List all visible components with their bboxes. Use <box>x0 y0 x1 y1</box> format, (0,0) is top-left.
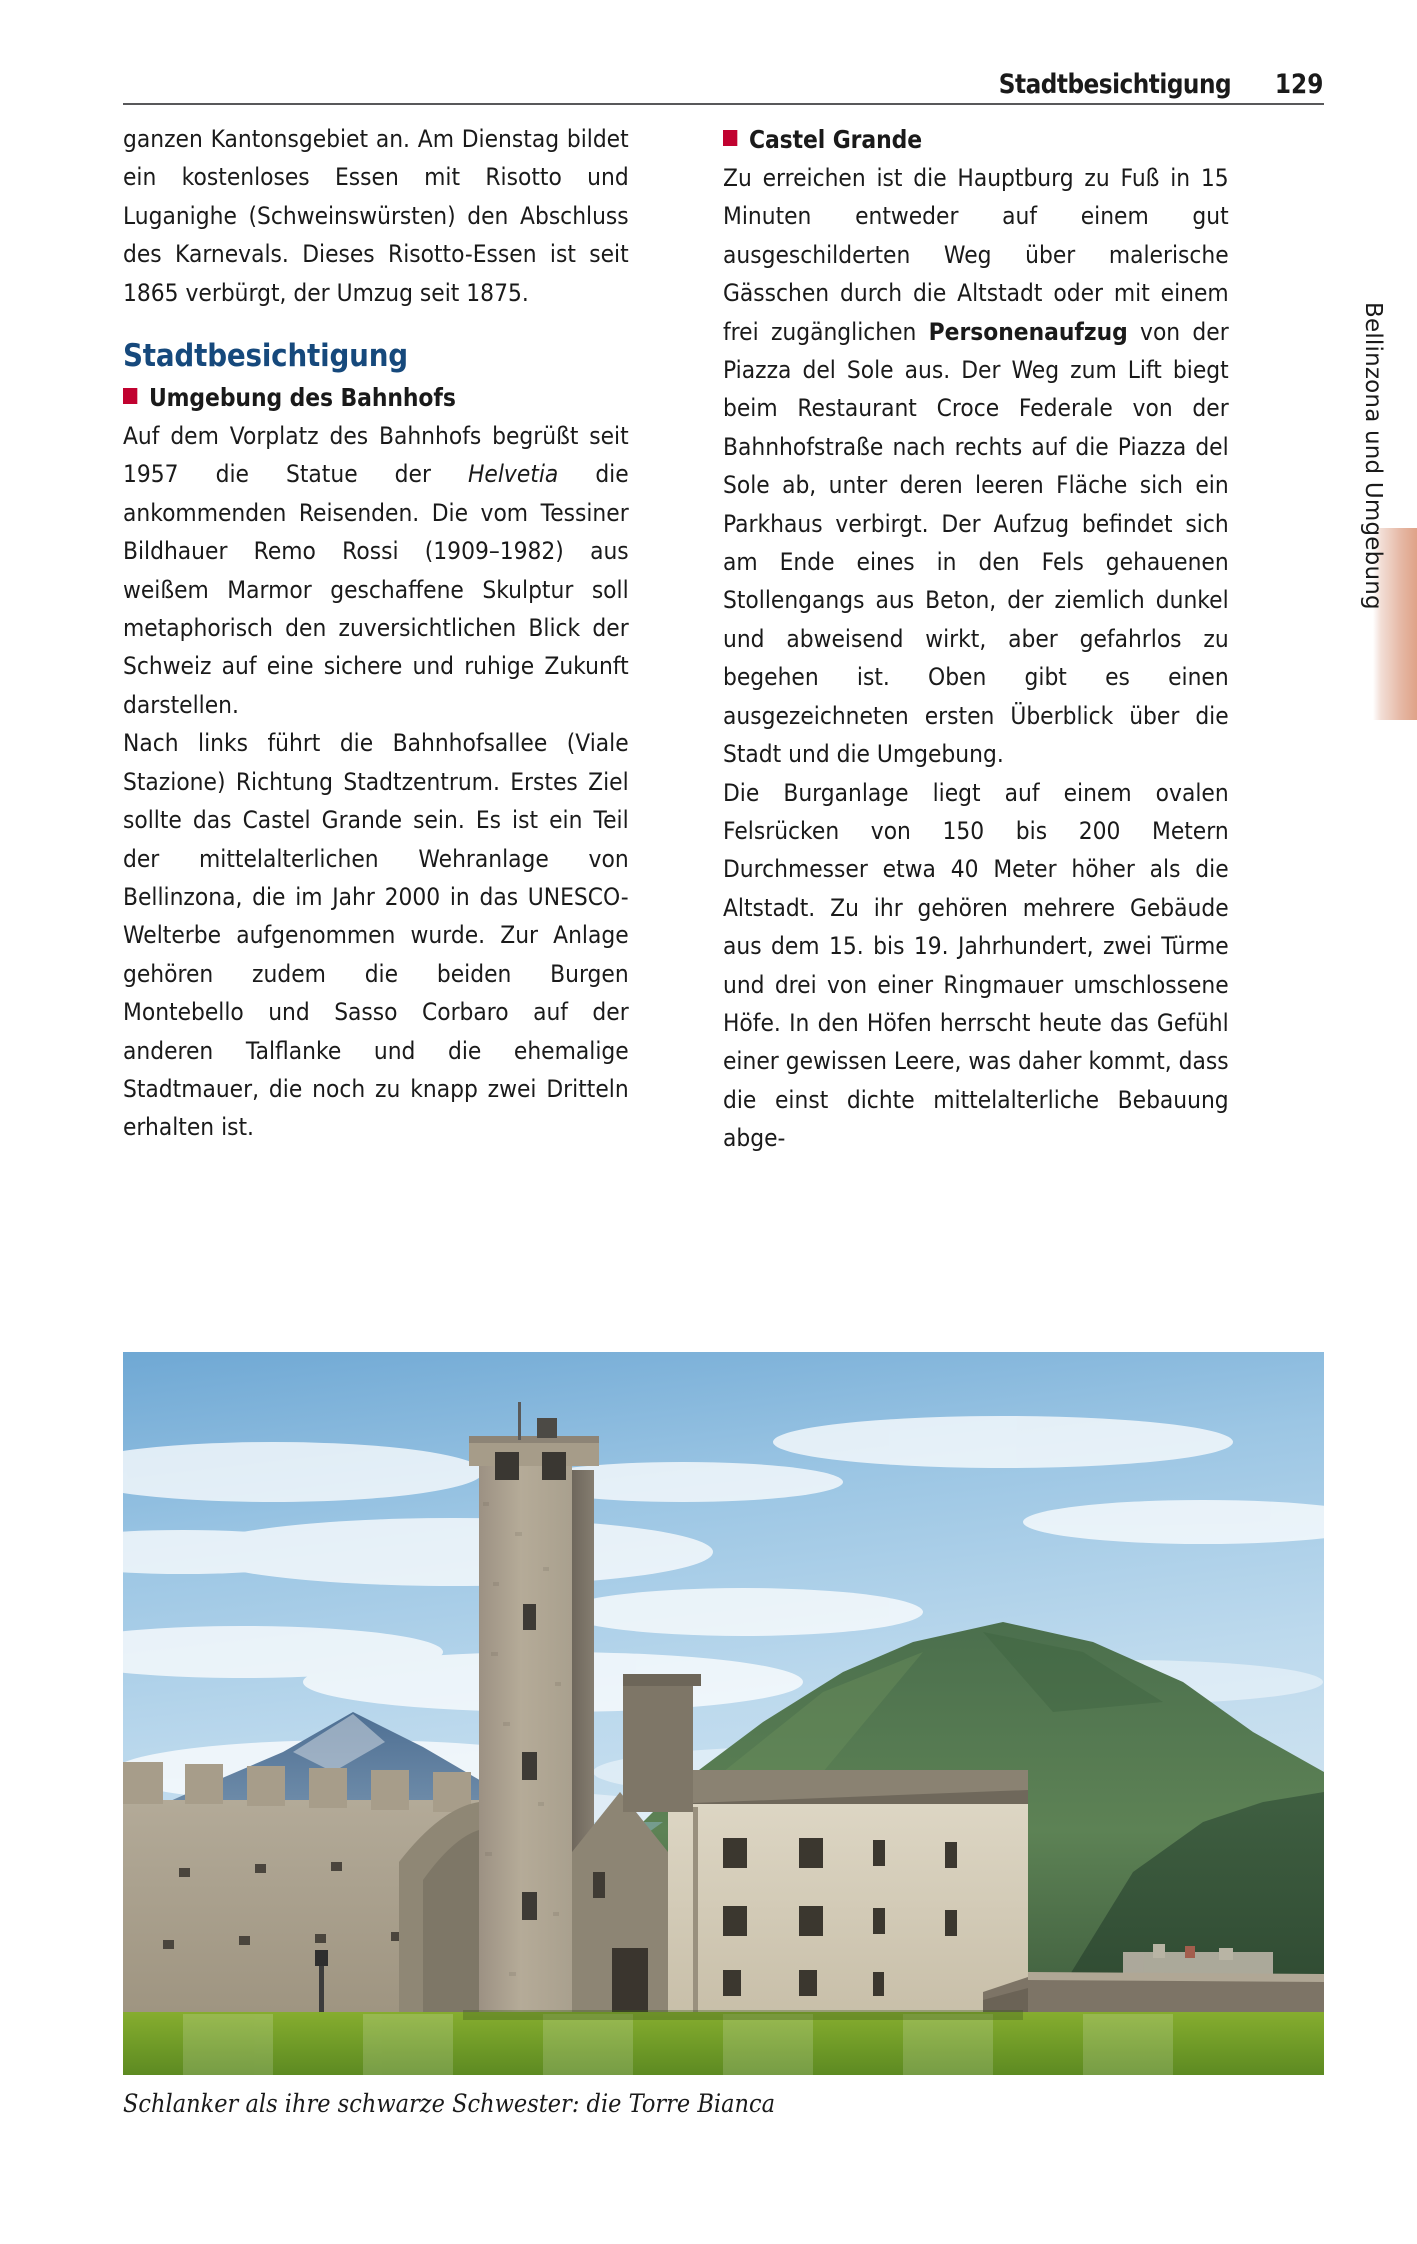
photo-caption: Schlanker als ihre schwarze Schwester: die Torre Bianca <box>123 2089 776 2118</box>
left-p1-text-b: die ankommenden Reisenden. Die vom Tessiner Bildhauer Remo Rossi (1909–1982) aus weißem Marmor geschaffene Skulptur soll metaphorisch den zuversichtlichen Blick der Schweiz auf eine sichere und ruhige Zukunft darstellen. <box>123 459 629 719</box>
right-paragraph-2: Die Burganlage liegt auf einem ovalen Felsrücken von 150 bis 200 Metern Durchmesser etwa 40 Meter höher als die Altstadt. Zu ihr gehören mehrere Gebäude aus dem 15. bis 19. Jahrhundert, zwei Türme und drei von einer Ringmauer umschlossene Höfe. In den Höfen herrscht heute das Gefühl einer gewissen Leere, was daher kommt, dass die einst dichte mittelalterliche Bebauung abge- <box>723 777 1229 1153</box>
left-paragraph-2: Nach links führt die Bahnhofsallee (Viale Stazione) Richtung Stadtzentrum. Erstes Ziel sollte das Castel Grande sein. Es ist ein Teil der mittelalterlichen Wehranlage von Bellinzona, die im Jahr 2000 in das UNESCO-Welterbe aufgenommen wurde. Zur Anlage gehören zudem die beiden Burgen Montebello und Sasso Corbaro auf der anderen Talflanke und die ehemalige Stadtmauer, die noch zu knapp zwei Dritteln erhalten ist. <box>123 728 629 1142</box>
right-p1-bold-personenaufzug: Personenaufzug <box>928 316 1128 346</box>
section-heading-stadtbesichtigung: Stadtbesichtigung <box>123 338 408 375</box>
running-head <box>123 60 1323 100</box>
page-number: 129 <box>1274 69 1323 100</box>
running-head-title: Stadtbesichtigung <box>998 69 1231 100</box>
left-p1-italic-helvetia: Helvetia <box>467 459 559 489</box>
subheading-label: Castel Grande <box>748 125 923 154</box>
curtain-wall <box>123 1762 479 2030</box>
right-p1-text-b: von der Piazza del Sole aus. Der Weg zum Lift biegt beim Restaurant Croce Federale von der Bahnhofstraße nach rechts auf die Piazza del Sole ab, unter deren leeren Fläche sich ein Parkhaus verbirgt. Der Aufzug befindet sich am Ende eines in den Fels gehauenen Stollengangs aus Beton, der ziemlich dunkel und abweisend wirkt, aber gefahrlos zu begehen ist. Oben gibt es einen ausgezeichneten ersten Überblick über die Stadt und die Umgebung. <box>723 316 1229 769</box>
red-square-bullet-icon <box>723 130 737 146</box>
right-paragraph-1 <box>723 159 1229 774</box>
right-text-column <box>723 120 1229 1158</box>
marginal-chapter-label: Bellinzona und Umgebung <box>1360 302 1386 610</box>
subheading-castel-grande <box>723 122 1229 158</box>
left-p1-text-a: Auf dem Vorplatz des Bahnhofs begrüßt seit 1957 die Statue der <box>123 421 629 489</box>
red-square-bullet-icon <box>123 388 137 404</box>
subheading-umgebung-des-bahnhofs <box>123 380 629 416</box>
photo-castel-grande <box>123 1352 1324 2075</box>
right-p1-text-a: Zu erreichen ist die Hauptburg zu Fuß in 15 Minuten entweder auf einem gut ausgeschilderten Weg über malerische Gässchen durch die Altstadt oder mit einem frei zugänglichen <box>723 163 1229 346</box>
left-paragraph-1 <box>123 417 629 724</box>
subheading-label: Umgebung des Bahnhofs <box>148 383 456 413</box>
left-text-column <box>123 120 629 1147</box>
header-rule <box>123 103 1324 105</box>
left-continued-paragraph: ganzen Kantonsgebiet an. Am Dienstag bildet ein kostenloses Essen mit Risotto und Luganighe (Schweinswürsten) den Abschluss des Karnevals. Dieses Risotto-Essen ist seit 1865 verbürgt, der Umzug seit 1875. <box>123 124 629 307</box>
photo-illustration <box>123 1352 1324 2075</box>
